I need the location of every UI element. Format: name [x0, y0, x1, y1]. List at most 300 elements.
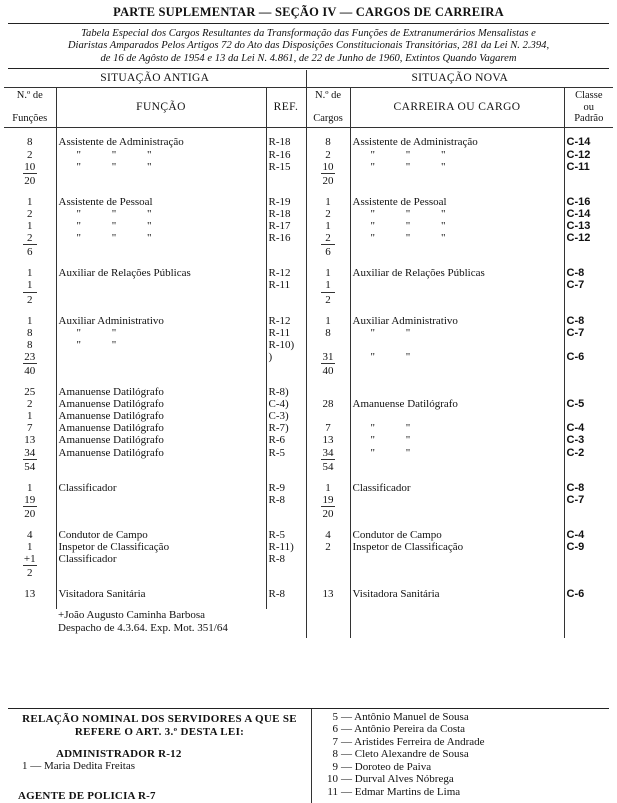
funcao-cell	[56, 482, 266, 494]
empty-cell	[564, 622, 613, 638]
funcao-cell	[56, 398, 266, 410]
empty-cell	[266, 363, 306, 377]
empty-cell	[306, 609, 350, 621]
list-item	[322, 711, 609, 723]
funcao-cell	[56, 232, 266, 244]
num-funcoes-cell: 10	[24, 160, 36, 173]
situacao-nova-header: SITUAÇÃO NOVA	[306, 70, 613, 87]
total-cargos: 20	[322, 507, 334, 520]
ditto-mark: " " "	[76, 207, 166, 220]
funcao-text: Classificador	[58, 553, 117, 566]
num-cargos-cell	[306, 410, 350, 422]
ref-cell: R-12	[266, 315, 306, 327]
spacer-cell	[266, 377, 306, 386]
list-item-number: 5	[332, 711, 338, 723]
spacer-cell	[564, 473, 613, 482]
table-row	[4, 482, 613, 494]
table-row	[4, 398, 613, 410]
spacer-cell	[266, 579, 306, 588]
classe-cell: C-14	[564, 136, 613, 148]
num-funcoes-cell: 1	[27, 220, 33, 233]
spacer-cell	[4, 306, 56, 315]
ditto-mark: " " "	[76, 148, 166, 161]
classe-cell: C-4	[564, 422, 613, 434]
total-cargos-cell	[306, 173, 350, 187]
spacer-cell	[4, 579, 56, 588]
num-cargos-cell: 2	[306, 232, 350, 244]
list-item-number: 6	[332, 723, 338, 736]
empty-cell	[266, 459, 306, 473]
table-row	[4, 553, 613, 565]
spacer-cell	[266, 306, 306, 315]
spacer-cell	[306, 377, 350, 386]
total-funcoes-cell	[4, 459, 56, 473]
list-item	[322, 761, 609, 773]
list-item-name: — Cleto Alexandre de Sousa	[341, 748, 469, 761]
ref-cell: R-7)	[266, 422, 306, 434]
list-item-number: 8	[332, 748, 338, 761]
ref-cell: R-5	[266, 447, 306, 459]
num-funcoes-cell: 34	[24, 446, 36, 459]
spacer-cell	[4, 377, 56, 386]
cargo-text: Amanuense Datilógrafo	[352, 398, 458, 411]
spacer-cell	[56, 579, 266, 588]
empty-cell	[564, 363, 613, 377]
funcao-text: Amanuense Datilógrafo	[58, 398, 164, 411]
total-cargos-cell	[306, 292, 350, 306]
list-item-name: — Antônio Pereira da Costa	[341, 723, 466, 736]
cargo-text: Classificador	[352, 481, 411, 494]
ref-cell: R-16	[266, 232, 306, 244]
note-row	[4, 622, 613, 638]
total-funcoes: 54	[24, 460, 36, 473]
spacer-cell	[266, 520, 306, 529]
list-item	[322, 786, 609, 798]
funcao-cell	[56, 220, 266, 232]
cargo-text: Auxiliar de Relações Públicas	[352, 267, 485, 280]
funcao-cell	[56, 410, 266, 422]
list-item	[322, 748, 609, 760]
num-cargos-cell: 13	[306, 588, 350, 600]
ref-cell: R-19	[266, 196, 306, 208]
table-row	[4, 494, 613, 506]
ditto-mark: " " "	[76, 232, 166, 245]
ditto-mark: " " "	[370, 148, 460, 161]
spacer-cell	[4, 258, 56, 267]
cargo-cell	[350, 267, 564, 279]
funcao-cell	[56, 279, 266, 291]
num-funcoes-cell: 1	[27, 481, 33, 494]
ditto-mark: " " "	[370, 220, 460, 233]
despacho-note: +João Augusto Caminha Barbosa	[58, 609, 206, 622]
empty-cell	[350, 609, 564, 621]
spacer-cell	[350, 258, 564, 267]
spacer-cell	[266, 258, 306, 267]
table-row	[4, 327, 613, 339]
total-row	[4, 459, 613, 473]
cargo-cell	[350, 161, 564, 173]
ditto-mark: " " "	[76, 160, 166, 173]
cargo-cell	[350, 541, 564, 553]
cargo-text: Assistente de Pessoal	[352, 195, 447, 208]
spacer-cell	[266, 127, 306, 136]
num-cargos-cell: 1	[306, 482, 350, 494]
funcao-text: Visitadora Sanitária	[58, 588, 146, 601]
spacer-cell	[564, 579, 613, 588]
relacao-nominal	[8, 708, 609, 803]
list-item-name: — Doroteo de Paiva	[341, 760, 432, 773]
num-cargos-cell: 7	[306, 422, 350, 434]
empty-cell	[56, 173, 266, 187]
spacer-cell	[56, 306, 266, 315]
ref-cell: )	[266, 351, 306, 363]
num-funcoes-cell: 8	[27, 326, 33, 339]
ref-cell: R-8	[266, 588, 306, 600]
num-funcoes-cell: 13	[24, 434, 36, 447]
ditto-mark: " "	[76, 326, 131, 339]
classe-cell	[564, 386, 613, 398]
cargo-cell	[350, 208, 564, 220]
empty-cell	[266, 292, 306, 306]
ref-cell: R-8)	[266, 386, 306, 398]
total-cargos: 20	[322, 174, 334, 187]
ref-cell: C-4)	[266, 398, 306, 410]
cargo-cell	[350, 279, 564, 291]
num-cargos-cell: 4	[306, 529, 350, 541]
spacer-cell	[564, 306, 613, 315]
total-cargos-cell	[306, 565, 350, 579]
spacer-cell	[266, 187, 306, 196]
empty-cell	[350, 622, 564, 638]
cargo-cell	[350, 422, 564, 434]
empty-cell	[564, 459, 613, 473]
ref-header: REF.	[266, 87, 306, 127]
table-row	[4, 351, 613, 363]
spacer-cell	[350, 187, 564, 196]
funcao-cell	[56, 494, 266, 506]
num-cargos-cell: 2	[306, 208, 350, 220]
classe-cell: C-12	[564, 232, 613, 244]
ref-cell: R-11	[266, 327, 306, 339]
empty-cell	[266, 173, 306, 187]
cargo-cell	[350, 220, 564, 232]
empty-cell	[56, 459, 266, 473]
spacer-cell	[306, 600, 350, 609]
table-row	[4, 267, 613, 279]
list-item-number: 9	[332, 760, 338, 773]
spacer-cell	[350, 600, 564, 609]
classe-cell: C-6	[564, 351, 613, 363]
empty-cell	[564, 565, 613, 579]
spacer-cell	[350, 377, 564, 386]
funcao-text: Amanuense Datilógrafo	[58, 386, 164, 399]
num-funcoes-cell: 1	[27, 279, 33, 292]
funcao-cell	[56, 434, 266, 446]
num-funcoes-cell: 8	[27, 136, 33, 149]
num-funcoes-cell: 2	[27, 398, 33, 411]
empty-cell	[350, 506, 564, 520]
spacer-cell	[350, 473, 564, 482]
table-row	[4, 136, 613, 148]
empty-cell	[56, 506, 266, 520]
ref-cell: R-8	[266, 494, 306, 506]
num-cargos-cell: 8	[306, 327, 350, 339]
spacer-cell	[350, 520, 564, 529]
empty-cell	[564, 173, 613, 187]
cargo-cell	[350, 447, 564, 459]
ref-cell: C-3)	[266, 410, 306, 422]
classe-cell: C-8	[564, 315, 613, 327]
ditto-mark: " "	[370, 326, 425, 339]
table-row	[4, 410, 613, 422]
table-row	[4, 422, 613, 434]
spacer-cell	[56, 258, 266, 267]
funcao-cell	[56, 208, 266, 220]
ref-cell: R-11)	[266, 541, 306, 553]
empty-cell	[266, 565, 306, 579]
table-row	[4, 386, 613, 398]
classe-cell: C-6	[564, 588, 613, 600]
ref-cell: R-11	[266, 279, 306, 291]
num-funcoes-cell: 23	[24, 350, 36, 363]
funcao-cell	[56, 422, 266, 434]
cargos-table	[4, 70, 613, 637]
cargo-text: Visitadora Sanitária	[352, 588, 440, 601]
empty-cell	[350, 244, 564, 258]
cargo-cell	[350, 339, 564, 351]
funcao-cell	[56, 351, 266, 363]
ref-cell: R-15	[266, 161, 306, 173]
list-item-name: — Edmar Martins de Lima	[341, 785, 461, 798]
total-funcoes: 20	[24, 507, 36, 520]
cargo-cell	[350, 482, 564, 494]
num-funcoes-cell: 25	[24, 386, 36, 399]
cargo-text: Auxiliar Administrativo	[352, 314, 458, 327]
classe-cell: C-12	[564, 149, 613, 161]
total-cargos: 2	[321, 292, 335, 306]
num-cargos-cell	[306, 339, 350, 351]
empty-cell	[56, 565, 266, 579]
cargo-cell	[350, 315, 564, 327]
funcao-text: Assistente de Administração	[58, 136, 184, 149]
spacer-cell	[306, 306, 350, 315]
spacer-cell	[56, 600, 266, 609]
empty-cell	[266, 506, 306, 520]
table-row	[4, 315, 613, 327]
ditto-mark: " "	[370, 434, 425, 447]
spacer-cell	[564, 187, 613, 196]
cargo-text: Condutor de Campo	[352, 529, 442, 542]
table-row	[4, 434, 613, 446]
spacer-cell	[4, 520, 56, 529]
empty-cell	[564, 244, 613, 258]
num-funcoes-cell: 2	[27, 148, 33, 161]
page-title: PARTE SUPLEMENTAR — SEÇÃO IV — CARGOS DE CARREIRA	[8, 6, 609, 24]
funcao-text: Auxiliar Administrativo	[58, 314, 164, 327]
table-row	[4, 541, 613, 553]
num-funcoes-cell: 19	[24, 493, 36, 506]
num-funcoes-cell: 8	[27, 338, 33, 351]
despacho-note: Despacho de 4.3.64. Exp. Mot. 351/64	[58, 621, 228, 634]
spacer-cell	[4, 127, 56, 136]
table-row	[4, 161, 613, 173]
funcao-text: Condutor de Campo	[58, 529, 148, 542]
spacer-cell	[564, 258, 613, 267]
num-cargos-cell: 28	[306, 398, 350, 410]
classe-cell: C-16	[564, 196, 613, 208]
funcao-cell	[56, 529, 266, 541]
empty-cell	[56, 292, 266, 306]
spacer-cell	[564, 600, 613, 609]
classe-cell: C-7	[564, 494, 613, 506]
ditto-mark: " "	[370, 422, 425, 435]
cargo-cell	[350, 410, 564, 422]
ditto-mark: " " "	[370, 160, 460, 173]
total-funcoes-cell	[4, 173, 56, 187]
funcao-text: Inspetor de Classificação	[58, 541, 170, 554]
ref-cell: R-17	[266, 220, 306, 232]
ref-cell: R-6	[266, 434, 306, 446]
num-funcoes-cell: 1	[27, 267, 33, 280]
total-funcoes-cell	[4, 292, 56, 306]
total-funcoes: 2	[23, 292, 37, 306]
num-cargos-cell: 1	[306, 196, 350, 208]
total-funcoes-cell	[4, 565, 56, 579]
empty-cell	[350, 565, 564, 579]
ref-cell: R-5	[266, 529, 306, 541]
funcao-cell	[56, 553, 266, 565]
ditto-mark: " "	[370, 446, 425, 459]
funcao-text: Assistente de Pessoal	[58, 195, 153, 208]
list-item-number: 11	[327, 785, 338, 798]
empty-cell	[564, 506, 613, 520]
section-agente-policia: AGENTE DE POLICIA R-7	[18, 790, 156, 803]
empty-cell	[564, 292, 613, 306]
num-cargos-cell: 2	[306, 541, 350, 553]
funcao-text: Auxiliar de Relações Públicas	[58, 267, 191, 280]
situacao-antiga-header: SITUAÇÃO ANTIGA	[4, 70, 306, 87]
empty-cell	[350, 292, 564, 306]
funcao-text: Amanuense Datilógrafo	[58, 434, 164, 447]
relacao-left-column	[8, 709, 311, 803]
cargo-cell	[350, 434, 564, 446]
table-row	[4, 339, 613, 351]
num-cargos-cell: 19	[306, 494, 350, 506]
total-funcoes: 40	[24, 364, 36, 377]
list-item-name: — Durval Alves Nóbrega	[341, 773, 454, 786]
table-row	[4, 529, 613, 541]
spacer-cell	[56, 377, 266, 386]
cargo-text: Assistente de Administração	[352, 136, 478, 149]
num-cargos-cell: 31	[306, 351, 350, 363]
total-row	[4, 244, 613, 258]
classe-cell: C-8	[564, 267, 613, 279]
num-cargos-cell: 1	[306, 279, 350, 291]
num-funcoes-cell: 1	[27, 195, 33, 208]
total-row	[4, 363, 613, 377]
funcao-cell	[56, 541, 266, 553]
ditto-mark: " " "	[370, 207, 460, 220]
num-funcoes-cell: 1	[27, 410, 33, 423]
total-funcoes-cell	[4, 506, 56, 520]
num-cargos-cell: 8	[306, 136, 350, 148]
list-item	[322, 773, 609, 785]
funcao-cell	[56, 136, 266, 148]
spacer-cell	[56, 187, 266, 196]
empty-cell	[350, 459, 564, 473]
list-item	[322, 723, 609, 735]
num-funcoes-cell: 13	[24, 588, 36, 601]
spacer-cell	[266, 600, 306, 609]
num-funcoes-cell: +1	[23, 553, 36, 566]
classe-header: Classe ou Padrão	[564, 87, 613, 127]
spacer-cell	[4, 600, 56, 609]
carreira-header: CARREIRA OU CARGO	[350, 87, 564, 127]
empty-cell	[56, 244, 266, 258]
num-cargos-header: N.º de Cargos	[306, 87, 350, 127]
spacer-cell	[350, 306, 564, 315]
classe-cell: C-2	[564, 447, 613, 459]
total-cargos: 54	[322, 460, 334, 473]
total-funcoes: 6	[23, 244, 37, 258]
table-row	[4, 196, 613, 208]
funcao-text: Amanuense Datilógrafo	[58, 422, 164, 435]
cargo-cell	[350, 588, 564, 600]
subtitle-line-3: de 16 de Agôsto de 1954 e 13 da Lei N. 4.861, de 22 de Junho de 1960, Extintos Quando Vagarem	[100, 52, 517, 64]
empty-cell	[350, 363, 564, 377]
subtitle-line-2: Diaristas Amparados Pelos Artigos 72 do Ato das Disposições Constitucionais Transitórias, 281 da Lei N. 2.394,	[67, 40, 550, 52]
table-subtitle	[8, 24, 609, 70]
total-cargos-cell	[306, 506, 350, 520]
ditto-mark: " "	[76, 338, 131, 351]
num-funcoes-cell: 7	[27, 422, 33, 435]
classe-cell: C-11	[564, 161, 613, 173]
cargo-cell	[350, 149, 564, 161]
total-funcoes-cell	[4, 244, 56, 258]
table-row	[4, 447, 613, 459]
classe-cell: C-9	[564, 541, 613, 553]
spacer-cell	[266, 473, 306, 482]
relacao-title: RELAÇÃO NOMINAL DOS SERVIDORES A QUE SE REFERE O ART. 3.º DESTA LEI:	[22, 713, 297, 738]
cargo-cell	[350, 351, 564, 363]
table-row	[4, 588, 613, 600]
ditto-mark: " " "	[76, 220, 166, 233]
classe-cell: C-7	[564, 279, 613, 291]
funcao-cell	[56, 339, 266, 351]
classe-cell: C-13	[564, 220, 613, 232]
total-cargos-cell	[306, 244, 350, 258]
num-funcoes-cell: 1	[27, 314, 33, 327]
funcao-text: Amanuense Datilógrafo	[58, 410, 164, 423]
funcao-header: FUNÇÃO	[56, 87, 266, 127]
list-item: 1 — Maria Dedita Freitas	[22, 760, 136, 773]
spacer-cell	[4, 473, 56, 482]
cargo-cell	[350, 386, 564, 398]
cargo-text: Inspetor de Classificação	[352, 541, 464, 554]
total-row	[4, 565, 613, 579]
num-cargos-cell: 1	[306, 315, 350, 327]
num-cargos-cell: 13	[306, 434, 350, 446]
spacer-cell	[564, 127, 613, 136]
table-row	[4, 208, 613, 220]
subtitle-line-1: Tabela Especial dos Cargos Resultantes da Transformação das Funções de Extranumerários Mensalistas e	[81, 27, 536, 39]
funcao-cell	[56, 447, 266, 459]
ref-cell: R-16	[266, 149, 306, 161]
note-row	[4, 609, 613, 621]
table-row	[4, 232, 613, 244]
total-row	[4, 173, 613, 187]
classe-cell	[564, 339, 613, 351]
